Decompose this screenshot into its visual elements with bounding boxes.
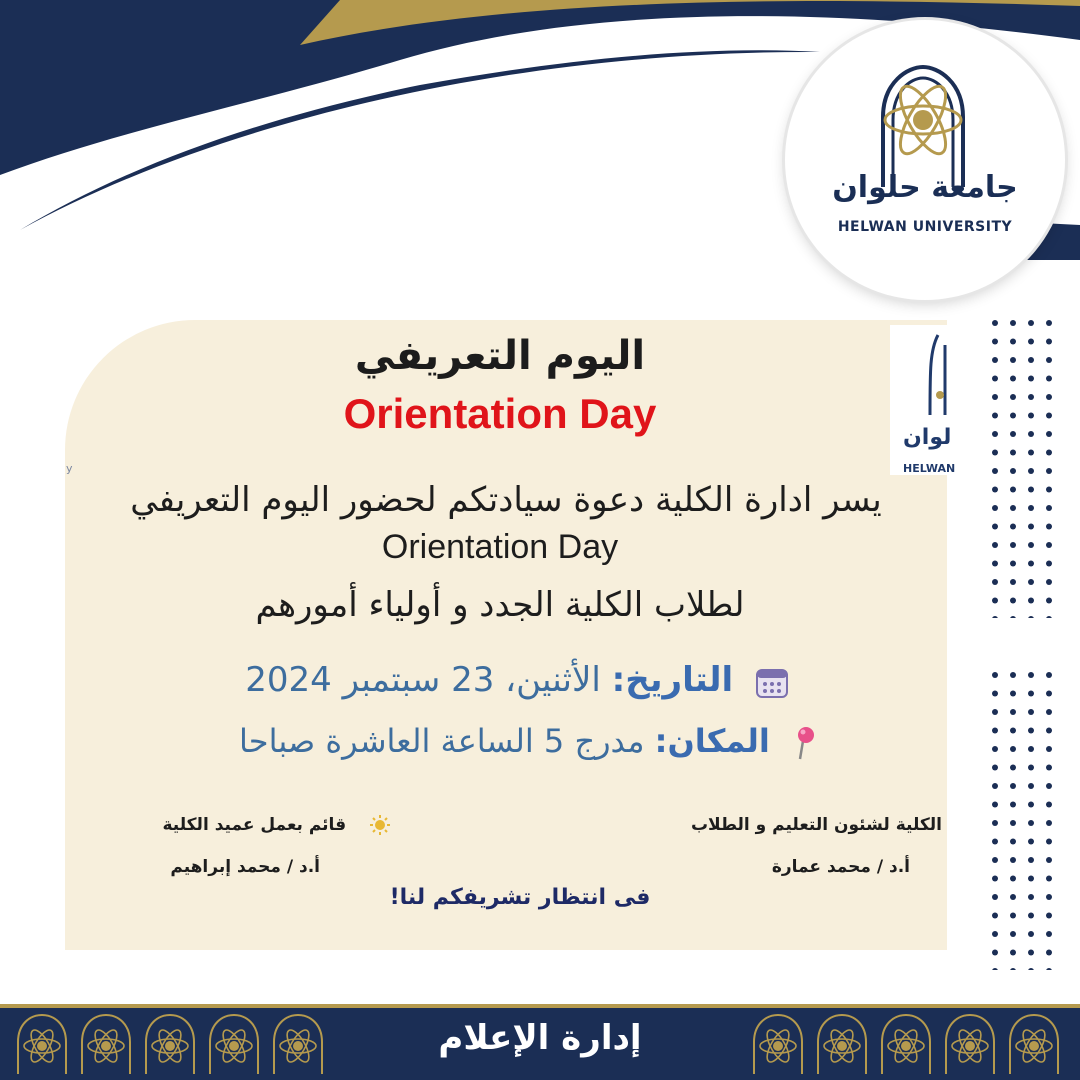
place-label: المكان: <box>654 722 770 760</box>
atom-ornament-icon <box>810 1012 874 1076</box>
atom-ornament-icon <box>874 1012 938 1076</box>
audience-line: لطلاب الكلية الجدد و أولياء أمورهم <box>255 585 745 625</box>
atom-ornament-icon <box>746 1012 810 1076</box>
date-row <box>200 660 790 708</box>
invitation-line: يسر ادارة الكلية دعوة سيادتكم لحضور اليوم التعريفي <box>130 480 882 520</box>
logo-text-en: HELWAN UNIVERSITY <box>837 219 1013 235</box>
atom-ornament-icon <box>138 1012 202 1076</box>
date-value: الأثنين، 23 سبتمبر 2024 <box>245 660 601 700</box>
place-value: مدرج 5 الساعة العاشرة صباحا <box>239 722 645 760</box>
invitation-line-en: Orientation Day <box>381 528 619 566</box>
date-label: التاريخ: <box>611 660 734 700</box>
footer-label: إدارة الإعلام <box>438 1018 642 1058</box>
signature-right-title: الكلية لشئون التعليم و الطلاب <box>690 815 942 835</box>
faculty-logo-fragment <box>890 325 947 475</box>
faculty-logo-text-fragment: HELWAN <box>903 462 956 475</box>
signature-left-title <box>120 815 390 835</box>
title-en: Orientation Day <box>343 390 657 437</box>
place-row <box>160 722 820 770</box>
dot-grid-decoration <box>990 670 1062 970</box>
atom-ornament-icon <box>202 1012 266 1076</box>
sun-icon <box>370 815 390 835</box>
closing-line: فى انتظار تشريفكم لنا! <box>389 885 651 910</box>
atom-ornament-icon <box>74 1012 138 1076</box>
faculty-logo-text-fragment: لوان <box>903 425 952 450</box>
logo-text-ar: جامعة حلوان <box>832 170 1018 205</box>
cut-text-fragment: y <box>66 462 73 475</box>
dot-grid-decoration <box>990 318 1062 618</box>
atom-ornament-icon <box>1002 1012 1066 1076</box>
pin-icon <box>790 725 820 761</box>
atom-ornament-icon <box>10 1012 74 1076</box>
atom-ornament-icon <box>266 1012 330 1076</box>
signature-right-name: أ.د / محمد عمارة <box>771 857 910 877</box>
title-ar: اليوم التعريفي <box>354 333 646 379</box>
calendar-icon <box>754 664 790 700</box>
signature-left-name: أ.د / محمد إبراهيم <box>170 857 320 877</box>
signature-left-title-text: قائم بعمل عميد الكلية <box>162 815 347 835</box>
atom-ornament-icon <box>938 1012 1002 1076</box>
